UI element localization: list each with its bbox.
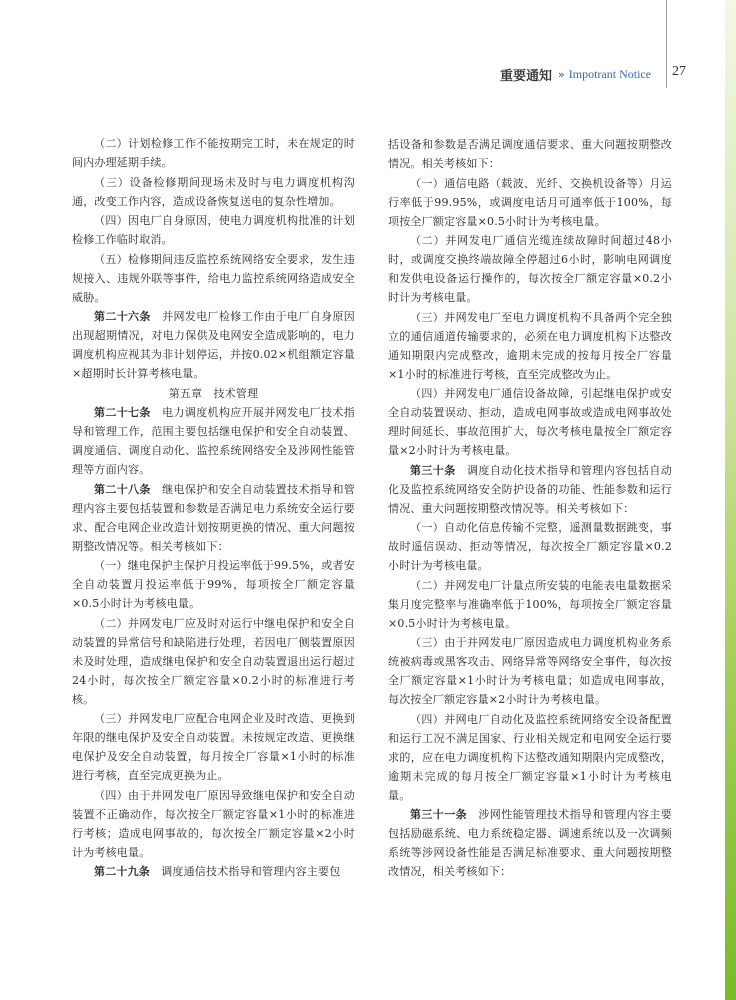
paragraph xyxy=(388,576,672,633)
paragraph-text: （三）设备检修期间现场未及时与电力调度机构沟通，改变工作内容，造成设备恢复送电的复杂性增加。 xyxy=(72,175,355,208)
paragraph xyxy=(388,174,672,231)
paragraph-text: （二）并网发电厂应及时对运行中继电保护和安全自动装置的异常信号和缺陷进行处理，若因电厂侧装置原因未及时处理，造成继电保护和安全自动装置退出运行超过24小时，每次按全厂额定容量×0.2小时的标准进行考核。 xyxy=(72,616,355,706)
paragraph-text: （三）由于并网发电厂原因造成电力调度机构业务系统被病毒或黑客攻击、网络异常等网络安全事件，每次按全厂额定容量×1小时计为考核电量；如造成电网事故，每次按全厂额定容量×2小时计为考核电量。 xyxy=(388,636,672,706)
page-header xyxy=(500,64,651,84)
paragraph xyxy=(72,614,355,709)
paragraph-text: （四）并网发电厂通信设备故障，引起继电保护或安全自动装置误动、拒动，造成电网事故或造成电网事故处理时间延长、事故范围扩大，每次考核电量按全厂额定容量×2小时计为考核电量。 xyxy=(388,387,672,457)
header-divider-line xyxy=(666,0,667,88)
paragraph xyxy=(72,556,355,613)
paragraph-text: （一）继电保护主保护月投运率低于99.5%，或者安全自动装置月投运率低于99%，每项按全厂额定容量×0.5小时计为考核电量。 xyxy=(72,559,355,610)
paragraph xyxy=(72,480,355,556)
paragraph-text: （二）并网发电厂计量点所安装的电能表电量数据采集月度完整率与准确率低于100%，每项按全厂额定容量×0.5小时计为考核电量。 xyxy=(388,578,672,630)
paragraph-text: （四）由于并网发电厂原因导致继电保护和安全自动装置不正确动作，每次按全厂额定容量×1小时的标准进行考核；造成电网事故的，每次按全厂额定容量×2小时计为考核电量。 xyxy=(72,788,355,859)
paragraph-text: （五）检修期间违反监控系统网络安全要求，发生违规接入、违规外联等事件，给电力监控系统网络造成安全威胁。 xyxy=(72,252,355,304)
page-number: 27 xyxy=(672,64,686,79)
paragraph xyxy=(72,307,355,383)
paragraph xyxy=(388,518,672,575)
article-number: 第二十八条 xyxy=(94,482,151,496)
paragraph xyxy=(388,384,672,460)
paragraph-text: （二）计划检修工作不能按期完工时，未在规定的时间内办理延期手续。 xyxy=(72,137,355,169)
paragraph-text: （一）通信电路（载波、光纤、交换机设备等）月运行率低于99.95%，或调度电话月可通率低于100%，每项按全厂额定容量×0.5小时计为考核电量。 xyxy=(388,176,672,228)
paragraph-text: （四）因电厂自身原因，使电力调度机构批准的计划检修工作临时取消。 xyxy=(72,214,355,246)
paragraph-text: 并网发电厂检修工作由于电厂自身原因出现超期情况，对电力保供及电网安全造成影响的，电力调度机构应视其为非计划停运，并按0.02×机组额定容量×超期时长计算考核电量。 xyxy=(72,310,356,380)
paragraph xyxy=(72,709,355,785)
paragraph-text: （四）并网电厂自动化及监控系统网络安全设备配置和运行工况不满足国家、行业相关规定和电网安全运行要求的，应在电力调度机构下达整改通知期限内完成整改，逾期未完成的每月按全厂额定容量×1小时计为考核电量。 xyxy=(388,712,672,802)
chapter-heading: 第五章 技术管理 xyxy=(168,386,259,400)
paragraph xyxy=(72,211,355,249)
paragraph-text: 调度通信技术指导和管理内容主要包 xyxy=(161,865,341,878)
paragraph-text: （三）并网发电厂至电力调度机构不具备两个完全独立的通信通道传输要求的，必须在电力调度机构下达整改通知期限内完成整改，逾期未完成的按每月按全厂容量×1小时的标准进行考核，直至完成整改为止。 xyxy=(388,310,672,381)
paragraph xyxy=(388,461,672,518)
paragraph-text: （一）自动化信息传输不完整，遥测量数据跳变，事故时遥信误动、拒动等情况，每次按全厂额定容量×0.2小时计为考核电量。 xyxy=(388,521,672,572)
paragraph-text: 调度自动化技术指导和管理内容包括自动化及监控系统网络安全防护设备的功能、性能参数和运行情况、重大问题按期整改情况等。相关考核如下： xyxy=(388,463,672,515)
decorative-side-bar xyxy=(725,0,736,1000)
double-chevron-icon: » xyxy=(558,67,565,81)
paragraph-text: 继电保护和安全自动装置技术指导和管理内容主要包括装置和参数是否满足电力系统安全运行要求、配合电网企业改造计划按期更换的情况、重大问题按期整改情况等。相关考核如下： xyxy=(72,482,356,553)
article-number: 第二十七条 xyxy=(94,406,151,419)
left-text-column xyxy=(72,134,355,881)
paragraph xyxy=(388,805,672,881)
paragraph xyxy=(388,308,672,384)
paragraph-text: 涉网性能管理技术指导和管理内容主要包括励磁系统、电力系统稳定器、调速系统以及一次调频系统等涉网设备性能是否满足标准要求、重大问题按期整改情况，相关考核如下： xyxy=(388,808,672,878)
paragraph-text: （三）并网发电厂应配合电网企业及时改造、更换到年限的继电保护及安全自动装置。未按规定改造、更换继电保护及安全自动装置，每月按全厂容量×1小时的标准进行考核，直至完成更换为止。 xyxy=(72,712,355,782)
article-number: 第二十九条 xyxy=(94,865,150,878)
paragraph xyxy=(72,134,355,172)
paragraph xyxy=(388,135,672,173)
article-number: 第三十条 xyxy=(410,463,456,477)
paragraph-text: 电力调度机构应开展并网发电厂技术指导和管理工作，范围主要包括继电保护和安全自动装置、调度通信、调度自动化、监控系统网络安全及涉网性能管理等方面内容。 xyxy=(72,406,356,476)
paragraph xyxy=(72,250,355,307)
right-text-column xyxy=(388,135,672,881)
paragraph xyxy=(72,862,355,881)
paragraph xyxy=(388,710,672,805)
paragraph-text: （二）并网发电厂通信光缆连续故障时间超过48小时，或调度交换终端故障全停超过6小时，影响电网调度和发供电设备运行操作的，每次按全厂额定容量×0.2小时计为考核电量。 xyxy=(388,234,672,304)
article-number: 第三十一条 xyxy=(410,808,467,821)
paragraph xyxy=(72,173,355,211)
section-title: 重要通知 xyxy=(500,68,553,84)
paragraph-text: 括设备和参数是否满足调度通信要求、重大问题按期整改情况。相关考核如下： xyxy=(388,138,672,170)
article-number: 第二十六条 xyxy=(94,310,151,323)
paragraph xyxy=(388,231,672,307)
paragraph xyxy=(72,403,355,479)
section-subtitle: Impotrant Notice xyxy=(568,66,652,81)
paragraph xyxy=(388,633,672,709)
paragraph xyxy=(72,786,355,862)
